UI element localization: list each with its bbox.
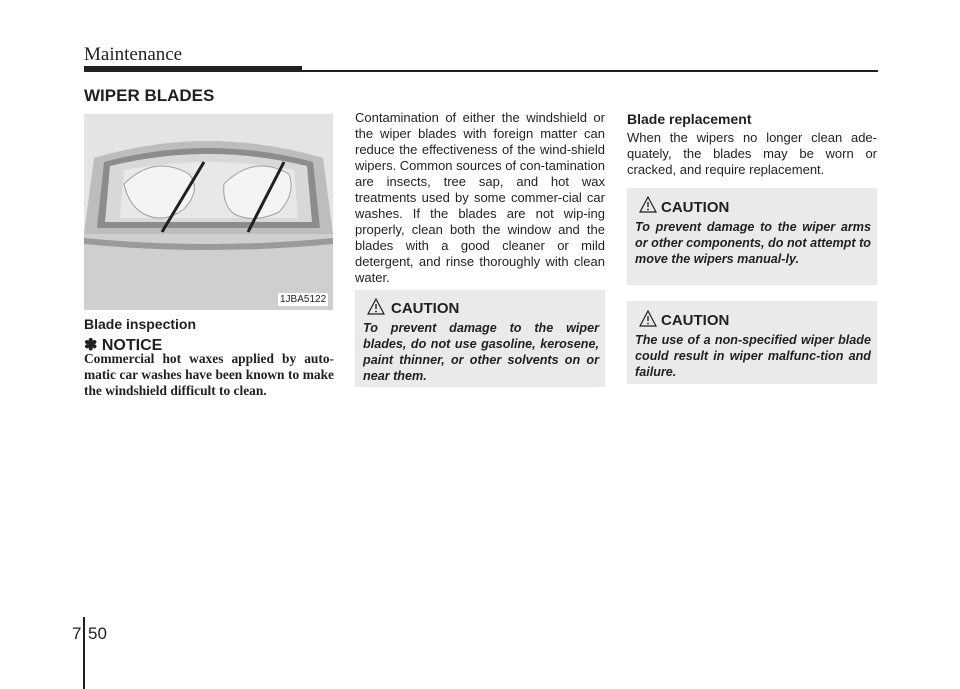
header-rule-thin — [302, 70, 878, 72]
caution-text: To prevent damage to the wiper blades, do not use gasoline, kerosene, paint thinner, or other solvents on or near them. — [363, 321, 599, 383]
header-rule-thick — [84, 66, 302, 72]
caution-box-wiper-arms — [627, 188, 877, 285]
caution-box-solvents — [355, 290, 605, 387]
warning-triangle-icon — [367, 298, 385, 316]
blade-replacement-heading: Blade replacement — [627, 111, 752, 127]
notice-body: Commercial hot waxes applied by auto-matic car washes have been known to make the windshield difficult to clean. — [84, 351, 334, 398]
running-header: Maintenance — [84, 44, 183, 65]
caution-title: CAUTION — [661, 312, 730, 329]
page-number: 50 — [88, 624, 107, 643]
blade-inspection-heading: Blade inspection — [84, 316, 197, 332]
figure-label: 1JBA5122 — [280, 294, 327, 305]
replacement-paragraph: When the wipers no longer clean ade-quately, the blades may be worn or cracked, and require replacement. — [627, 130, 877, 177]
caution-title: CAUTION — [661, 199, 730, 216]
chapter-number: 7 — [72, 624, 82, 643]
warning-triangle-icon — [639, 310, 657, 328]
caution-text: The use of a non-specified wiper blade could result in wiper malfunc-tion and failure. — [635, 333, 871, 379]
windshield-drawing — [84, 114, 333, 310]
footer-divider — [83, 617, 85, 689]
caution-text: To prevent damage to the wiper arms or other components, do not attempt to move the wipers manual-ly. — [635, 220, 871, 266]
contamination-paragraph: Contamination of either the windshield or the wiper blades with foreign matter can reduce the effectiveness of the wind-shield wipers. Common sources of con-tamination are insects, tree sap, and hot wax treatments used by some commer-cial car washes. If the blades are not wip-ing properly, clean both the window and the blades with a good cleaner or mild detergent, and rinse thoroughly with clean water. — [355, 110, 605, 285]
notice-title: ✽ NOTICE — [84, 337, 163, 354]
caution-title: CAUTION — [391, 300, 460, 317]
windshield-illustration — [84, 114, 333, 310]
caution-box-non-specified-blade — [627, 301, 877, 384]
section-title: WIPER BLADES — [84, 86, 215, 105]
warning-triangle-icon — [639, 196, 657, 214]
